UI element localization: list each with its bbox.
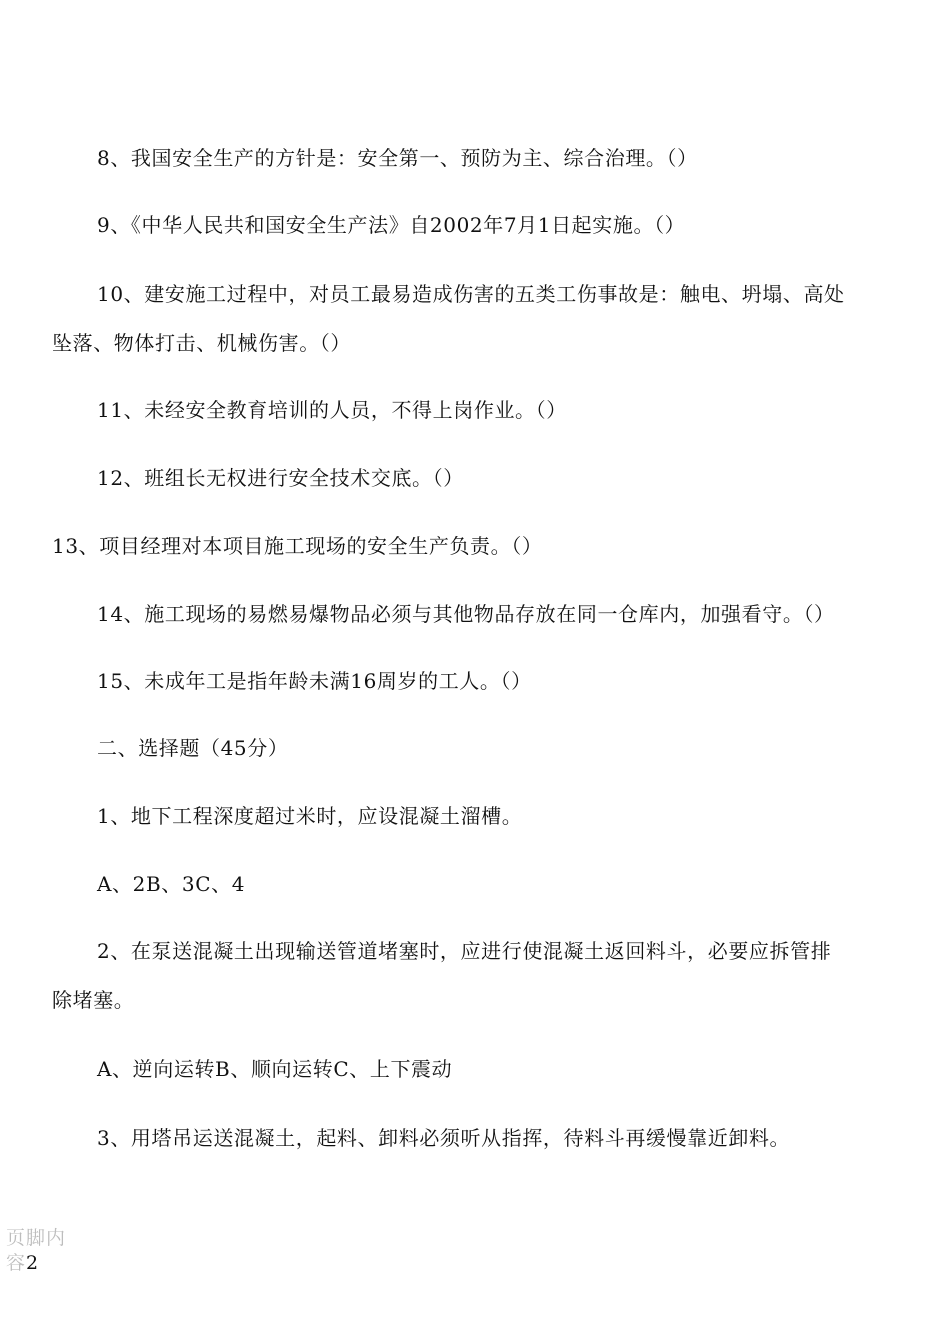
question-15: 15、未成年工是指年龄未满16周岁的工人。（） — [97, 669, 532, 693]
question-11: 11、未经安全教育培训的人员，不得上岗作业。（） — [97, 398, 567, 422]
choice-question-1: 1、地下工程深度超过米时，应设混凝土溜槽。 — [97, 804, 523, 828]
footer-line-2-text: 容 — [6, 1252, 27, 1274]
footer-page-number: 2 — [26, 1252, 40, 1274]
choice-question-3: 3、用塔吊运送混凝土，起料、卸料必须听从指挥，待料斗再缓慢靠近卸料。 — [97, 1126, 791, 1150]
question-10-line-1: 10、建安施工过程中，对员工最易造成伤害的五类工伤事故是：触电、坍塌、高处 — [97, 282, 845, 306]
footer-line-2 — [6, 1251, 86, 1276]
choice-question-2-line-1: 2、在泵送混凝土出现输送管道堵塞时，应进行使混凝土返回料斗，必要应拆管排 — [97, 939, 832, 963]
page-footer — [6, 1226, 86, 1276]
question-9: 9、《中华人民共和国安全生产法》自2002年7月1日起实施。（） — [97, 213, 686, 237]
question-10-line-2: 坠落、物体打击、机械伤害。（） — [52, 331, 351, 355]
choice-question-1-options: A、2B、3C、4 — [97, 872, 246, 896]
choice-question-2-line-2: 除堵塞。 — [52, 988, 135, 1012]
question-14: 14、施工现场的易燃易爆物品必须与其他物品存放在同一仓库内，加强看守。（） — [97, 602, 835, 626]
question-8: 8、我国安全生产的方针是：安全第一、预防为主、综合治理。（） — [97, 146, 698, 170]
question-12: 12、班组长无权进行安全技术交底。（） — [97, 466, 464, 490]
section-heading-choice: 二、选择题（45分） — [97, 736, 289, 760]
choice-question-2-options: A、逆向运转B、顺向运转C、上下震动 — [97, 1057, 453, 1081]
question-13: 13、项目经理对本项目施工现场的安全生产负责。（） — [52, 534, 543, 558]
footer-line-1: 页脚内 — [6, 1227, 67, 1249]
